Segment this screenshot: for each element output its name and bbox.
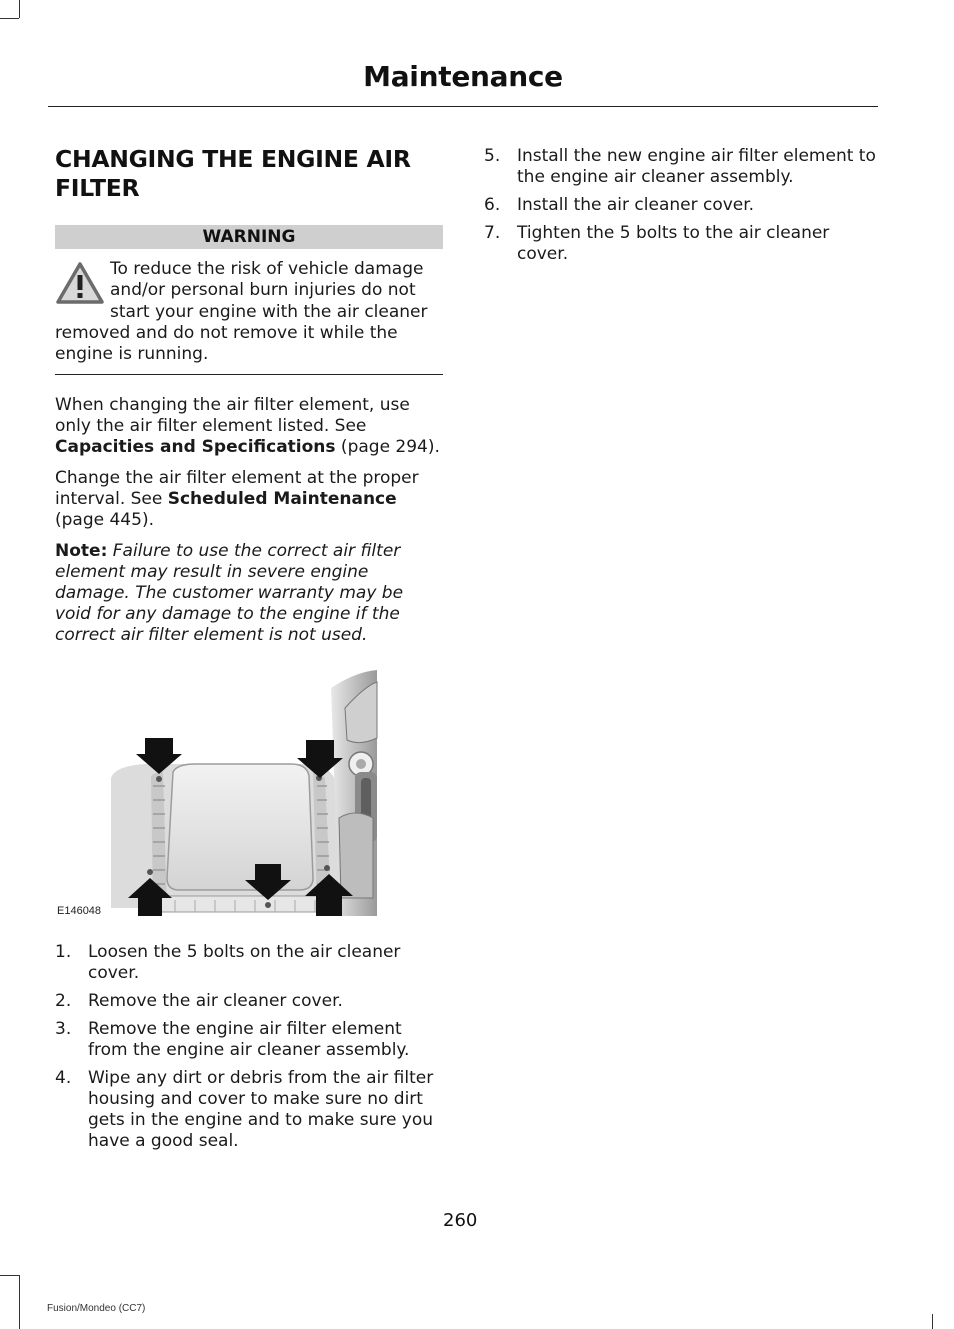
right-column bbox=[484, 146, 876, 272]
page-title: Maintenance bbox=[363, 60, 563, 93]
list-item: 2. Remove the air cleaner cover. bbox=[55, 991, 343, 1012]
crop-mark bbox=[0, 18, 19, 19]
list-item: 6. Install the air cleaner cover. bbox=[484, 195, 755, 215]
figure-code: E146048 bbox=[57, 905, 102, 918]
list-item: 3. Remove the engine air filter element from the engine air cleaner assembly. bbox=[55, 1019, 410, 1061]
list-item: 1. Loosen the 5 bolts on the air cleaner cover. bbox=[55, 942, 401, 984]
link-capacities-specifications[interactable]: Capacities and Specifications bbox=[55, 437, 336, 458]
note-paragraph bbox=[55, 541, 443, 646]
list-item: 5. Install the new engine air filter element to the engine air cleaner assembly. bbox=[484, 146, 876, 187]
note-text: Failure to use the correct air filter element may result in severe engine damage. The customer warranty may be void for any damage to the engine if the correct air filter element is not used. bbox=[55, 541, 404, 646]
section-heading: CHANGING THE ENGINE AIR FILTER bbox=[55, 145, 411, 202]
warning-header: WARNING bbox=[55, 225, 443, 249]
link-scheduled-maintenance[interactable]: Scheduled Maintenance bbox=[167, 489, 397, 510]
crop-mark bbox=[932, 1314, 933, 1329]
note-label: Note: bbox=[55, 541, 108, 562]
crop-mark bbox=[19, 0, 20, 18]
steps-list-right bbox=[484, 146, 876, 265]
steps-list-left bbox=[55, 942, 443, 1152]
paragraph-interval: Change the air filter element at the proper interval. See Scheduled Maintenance (page 445). bbox=[55, 468, 419, 531]
list-item: 4. Wipe any dirt or debris from the air filter housing and cover to make sure no dirt gets in the engine and to make sure you have a good seal. bbox=[55, 1068, 434, 1152]
left-column bbox=[55, 145, 443, 1159]
warning-box bbox=[55, 259, 443, 365]
list-item: 7. Tighten the 5 bolts to the air cleaner cover. bbox=[484, 223, 830, 264]
air-cleaner-figure bbox=[55, 668, 443, 916]
footer-text: Fusion/Mondeo (CC7) bbox=[47, 1303, 146, 1314]
warning-triangle-icon bbox=[55, 261, 105, 305]
crop-mark bbox=[0, 1275, 19, 1276]
air-cleaner-illustration bbox=[55, 668, 443, 916]
crop-mark bbox=[19, 1275, 20, 1329]
page-number: 260 bbox=[443, 1210, 478, 1231]
warning-text: To reduce the risk of vehicle damage and/or personal burn injuries do not start your engine with the air cleaner removed and do not remove it while the engine is running. bbox=[55, 259, 428, 365]
header-rule bbox=[48, 106, 878, 107]
paragraph-filter-element: When changing the air filter element, use only the air filter element listed. See Capacities and Specifications (page 294). bbox=[55, 395, 440, 458]
warning-rule bbox=[55, 374, 443, 375]
